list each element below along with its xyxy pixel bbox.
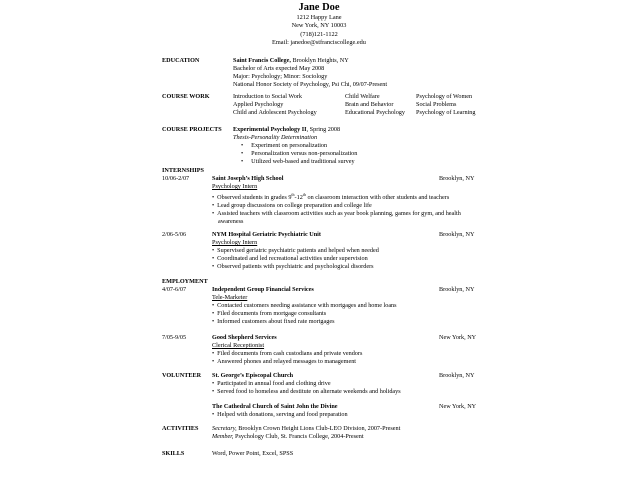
employment-heading: EMPLOYMENT [162,278,208,285]
employment-2-role: Clerical Receptionist [212,341,265,349]
project-term: , Spring 2008 [306,126,341,133]
volunteer-2 [212,403,348,419]
activities-details [212,425,400,441]
internship-2-role: Psychology Intern [212,238,258,246]
internship-1-bullet-wrap: awareness [218,217,244,225]
volunteer-1-org: St. George’s Episcopal Church [212,372,294,379]
skills-text: Word, Power Point, Excel, SPSS [212,450,294,457]
email-address: Email: janedoe@stfranciscollege.edu [272,38,366,46]
project-bullet: • Utilized web-based and traditional survey [233,158,357,166]
course-item: Psychology of Women [416,93,473,100]
phone-number: (718)121-1122 [300,30,338,38]
employment-1 [212,286,397,326]
coursework-col-2 [345,93,405,117]
internship-2-dates: 2/06-5/06 [162,231,187,238]
employment-2 [212,334,362,366]
course-item: Child Welfare [345,93,380,100]
internship-2-bullet: • Coordinated and led recreational activities under supervision [212,255,379,263]
internship-1-dates: 10/06-2/07 [162,175,190,182]
volunteer-2-bullet: • Helped with donations, serving and food preparation [212,411,348,419]
employment-2-bullet: • Filed documents from cash custodians and private vendors [212,350,362,358]
volunteer-1-location: Brooklyn, NY [439,372,475,379]
internship-1 [212,175,461,226]
internships-heading: INTERNSHIPS [162,167,204,174]
internship-1-location: Brooklyn, NY [439,175,475,182]
school-location: Brooklyn Heights, NY [290,57,349,64]
project-bullet: • Personalization versus non-personalization [233,150,357,158]
internship-1-org: Saint Joseph’s High School [212,175,284,182]
skills-heading: SKILLS [162,450,185,457]
projects-heading: COURSE PROJECTS [162,126,222,133]
volunteer-1-bullet: • Participated in annual food and clothing drive [212,380,401,388]
volunteer-2-org: The Cathedral Church of Saint John the Divine [212,403,338,410]
course-item: Psychology of Learning [416,108,476,116]
activities-heading: ACTIVITIES [162,425,199,432]
internship-1-role: Psychology Intern [212,182,258,190]
course-item: Educational Psychology [345,108,405,116]
volunteer-1-bullet: • Served food to homeless and destitute on alternate weekends and holidays [212,388,401,396]
honor-society: National Honor Society of Psychology, Psi Chi, 09/07-Present [233,80,388,88]
employment-1-bullet: • Informed customers about fixed rate mortgages [212,318,397,326]
internship-2-location: Brooklyn, NY [439,231,475,238]
project-subtitle: Thesis-Personality Determination [233,133,318,141]
employment-2-org: Good Shepherd Services [212,334,277,341]
education-heading: EDUCATION [162,57,200,64]
course-item: Brain and Behavior [345,100,394,108]
employment-2-dates: 7/05-9/05 [162,334,187,341]
activity-2-role: Member, [212,432,234,440]
project-details [233,126,357,166]
employment-1-location: Brooklyn, NY [439,286,475,293]
coursework-heading: COURSE WORK [162,93,210,100]
activity-1-text: Brooklyn Crown Height Lions Club-LEO Division, 2007-Present [236,425,401,432]
internship-2-org: NYM Hospital Geriatric Psychiatric Unit [212,231,321,238]
course-item: Introduction to Social Work [233,93,302,100]
address-line-2: New York, NY 10003 [291,22,347,30]
school-name: Saint Francis College, [233,57,291,64]
coursework-col-3 [416,93,475,117]
course-item: Social Problems [416,100,457,108]
employment-2-bullet: • Answered phones and relayed messages to management [212,358,362,366]
activity-1-role: Secretary, [212,425,237,432]
education-details [233,57,387,89]
internship-2 [212,231,379,271]
internship-2-bullet: • Supervised geriatric psychiatric patients and helped when needed [212,247,379,255]
course-item: Child and Adolescent Psychology [233,108,317,116]
employment-1-org: Independent Group Financial Services [212,286,314,293]
internship-2-bullet: • Observed patients with psychiatric and psychological disorders [212,263,379,271]
employment-1-role: Tele-Marketer [212,293,248,301]
applicant-name: Jane Doe [298,2,340,13]
internship-1-bullet: • Observed students in grades 9th-12th on classroom interaction with other students and teachers [212,191,461,202]
internship-1-bullet: • Lead group discussions on college preparation and college life [212,202,461,210]
employment-1-dates: 4/07-6/07 [162,286,187,293]
degree: Bachelor of Arts expected May 2008 [233,64,325,72]
volunteer-2-location: New York, NY [439,403,477,410]
resume-header [0,2,638,47]
activity-2-text: Psychology Club, St. Francis College, 2004-Present [233,432,364,440]
project-title: Experimental Psychology II [233,126,307,133]
address-line-1: 1212 Happy Lane [296,14,342,21]
employment-1-bullet: • Contacted customers needing assistance with mortgages and home loans [212,302,397,310]
major-minor: Major: Psychology; Minor: Sociology [233,72,328,80]
volunteer-1 [212,372,401,396]
volunteer-heading: VOLUNTEER [162,372,202,379]
coursework-col-1 [233,93,317,117]
employment-2-location: New York, NY [439,334,477,341]
internship-1-bullet: • Assisted teachers with classroom activities such as year book planning, games for gym, and health [212,210,461,218]
employment-1-bullet: • Filed documents from mortgage consultants [212,310,397,318]
project-bullet: • Experiment on personalization [233,142,357,150]
course-item: Applied Psychology [233,100,284,108]
